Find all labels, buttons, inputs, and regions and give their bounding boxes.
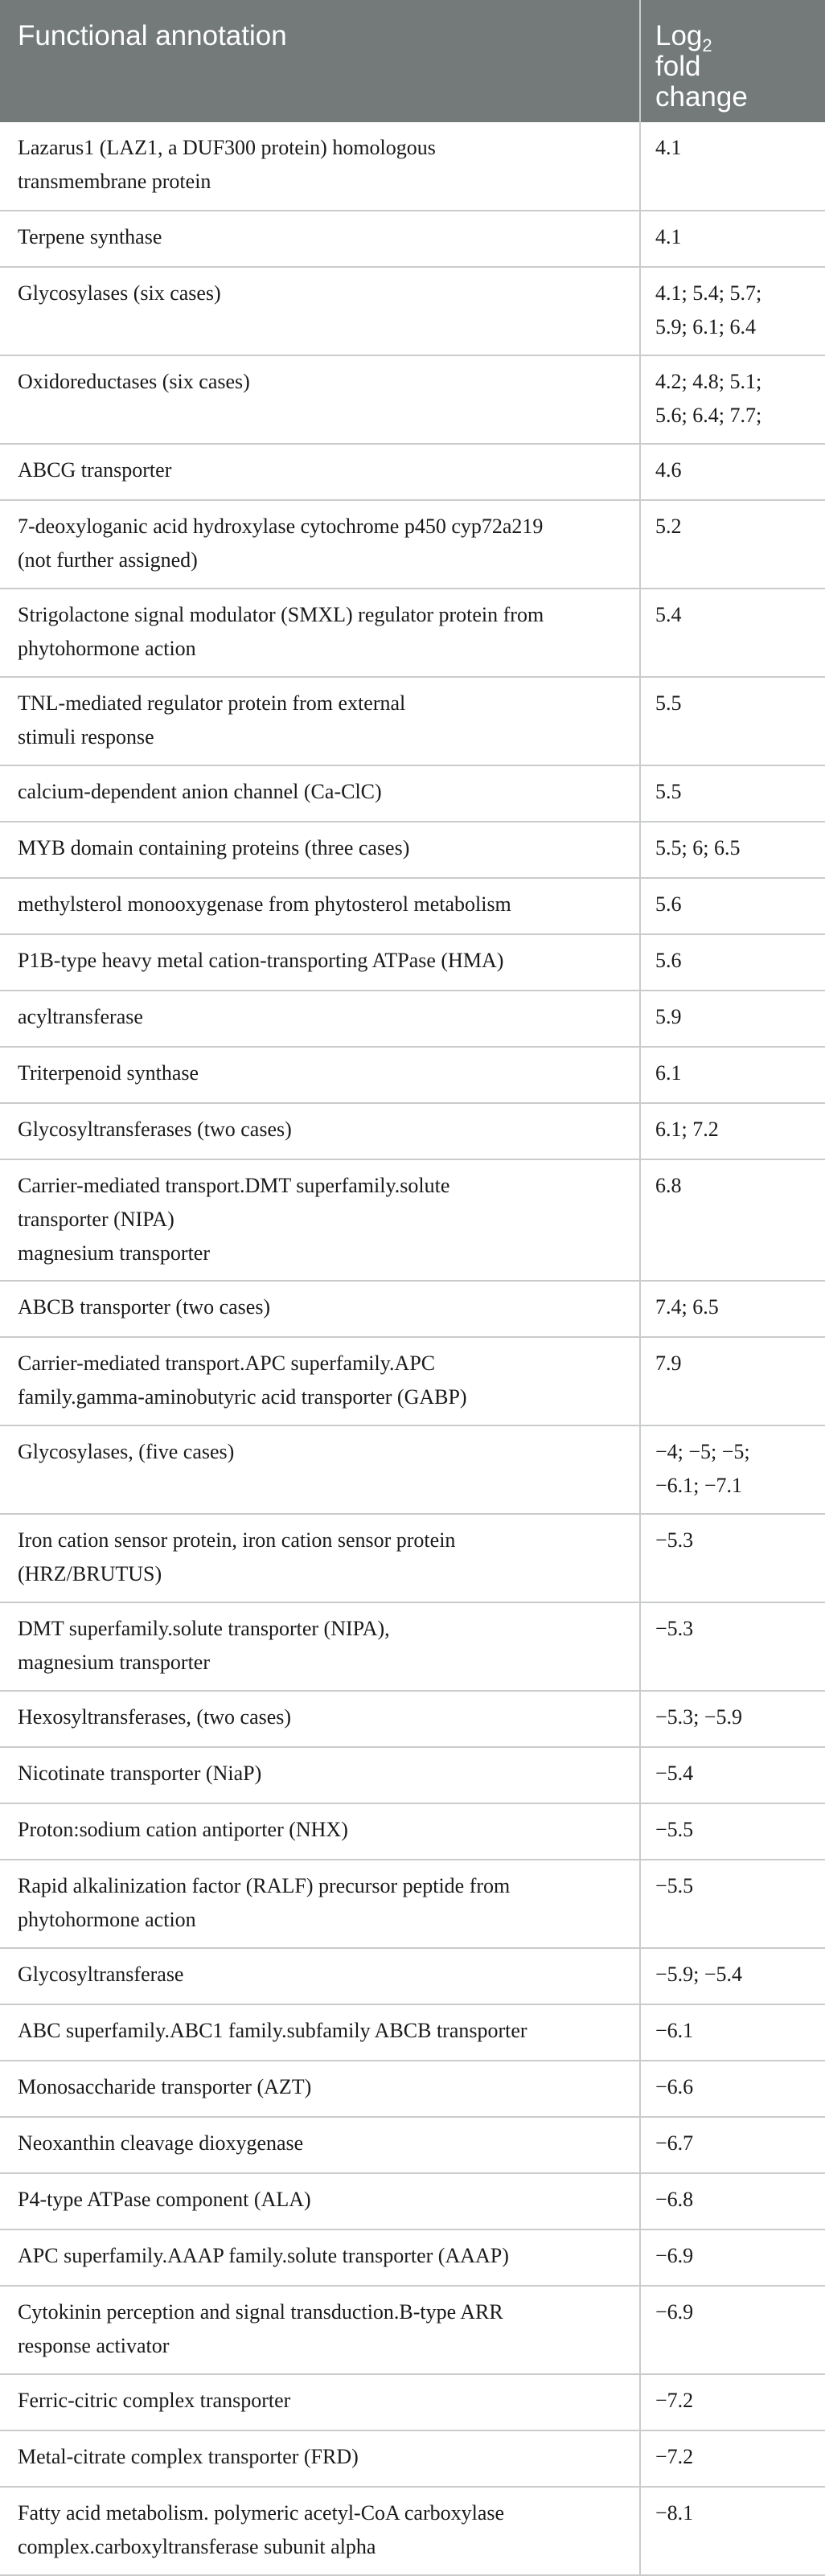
cell-log2-fold-change [640, 2061, 825, 2117]
header-fold: fold [655, 51, 701, 82]
table-row [0, 2117, 825, 2173]
annotation-line: Metal-citrate complex transporter (FRD) [18, 2445, 359, 2468]
value-line: 4.1 [655, 136, 682, 159]
cell-functional-annotation [0, 1948, 640, 2004]
table-row [0, 267, 825, 355]
annotation-line: magnesium transporter [18, 1651, 210, 1674]
table-row [0, 1691, 825, 1747]
cell-functional-annotation [0, 267, 640, 355]
cell-functional-annotation [0, 934, 640, 991]
cell-log2-fold-change [640, 677, 825, 765]
annotation-line: ABC superfamily.ABC1 family.subfamily ABCB transporter [18, 2019, 527, 2042]
value-line: −6.9 [655, 2300, 694, 2324]
table-row [0, 2004, 825, 2061]
annotation-line: (not further assigned) [18, 548, 198, 572]
cell-functional-annotation [0, 122, 640, 211]
table-row [0, 1803, 825, 1860]
value-line: −6.9 [655, 2244, 694, 2267]
table-row [0, 589, 825, 677]
table-row [0, 1860, 825, 1948]
annotation-line: acyltransferase [18, 1005, 143, 1028]
table-row [0, 355, 825, 444]
value-line: −5.4 [655, 1762, 694, 1785]
header-log2-fold-change [640, 0, 825, 122]
cell-log2-fold-change [640, 878, 825, 934]
cell-functional-annotation [0, 1803, 640, 1860]
cell-log2-fold-change [640, 122, 825, 211]
table-row [0, 677, 825, 765]
cell-log2-fold-change [640, 2286, 825, 2374]
cell-functional-annotation [0, 2374, 640, 2430]
value-line: −6.7 [655, 2131, 694, 2155]
cell-functional-annotation [0, 765, 640, 822]
annotation-line: magnesium transporter [18, 1241, 210, 1265]
header-functional-annotation: Functional annotation [0, 0, 640, 122]
value-line: −6.6 [655, 2075, 694, 2098]
value-line: −5.5 [655, 1874, 694, 1897]
cell-log2-fold-change [640, 2374, 825, 2430]
cell-log2-fold-change [640, 1691, 825, 1747]
annotation-line: Triterpenoid synthase [18, 1061, 199, 1085]
table-row [0, 1337, 825, 1425]
cell-log2-fold-change [640, 267, 825, 355]
cell-functional-annotation [0, 2487, 640, 2575]
annotation-line: calcium-dependent anion channel (Ca-ClC) [18, 780, 382, 803]
cell-functional-annotation [0, 1747, 640, 1803]
value-line: 5.9 [655, 1005, 682, 1028]
annotation-line: Nicotinate transporter (NiaP) [18, 1762, 262, 1785]
annotation-line: ABCG transporter [18, 458, 172, 482]
annotation-line: Oxidoreductases (six cases) [18, 370, 250, 393]
annotation-line: 7-deoxyloganic acid hydroxylase cytochrome p450 cyp72a219 [18, 515, 544, 538]
annotation-line: P4-type ATPase component (ALA) [18, 2188, 311, 2211]
cell-log2-fold-change [640, 589, 825, 677]
table-row [0, 122, 825, 211]
annotation-line: Ferric-citric complex transporter [18, 2389, 291, 2412]
cell-log2-fold-change [640, 2430, 825, 2487]
cell-functional-annotation [0, 444, 640, 500]
value-line: 5.6 [655, 949, 682, 972]
value-line: −5.5 [655, 1818, 694, 1841]
annotation-line: complex.carboxyltransferase subunit alpha [18, 2535, 376, 2558]
annotation-line: Glycosyltransferase [18, 1963, 184, 1986]
cell-log2-fold-change [640, 1514, 825, 1602]
cell-log2-fold-change [640, 822, 825, 878]
value-line: 6.1 [655, 1061, 682, 1085]
cell-log2-fold-change [640, 1159, 825, 1281]
annotation-line: Glycosylases, (five cases) [18, 1440, 235, 1463]
annotation-line: Lazarus1 (LAZ1, a DUF300 protein) homologous [18, 136, 436, 159]
value-line: 4.2; 4.8; 5.1; [655, 370, 762, 393]
cell-log2-fold-change [640, 2004, 825, 2061]
annotation-line: Carrier-mediated transport.APC superfamily.APC [18, 1352, 436, 1375]
table-row [0, 1514, 825, 1602]
cell-functional-annotation [0, 2430, 640, 2487]
annotation-line: Strigolactone signal modulator (SMXL) regulator protein from [18, 603, 544, 626]
table-row [0, 1948, 825, 2004]
cell-log2-fold-change [640, 1860, 825, 1948]
value-line: 6.1; 7.2 [655, 1118, 719, 1141]
annotation-line: Rapid alkalinization factor (RALF) precursor peptide from [18, 1874, 511, 1897]
table-row [0, 211, 825, 267]
annotation-line: stimuli response [18, 725, 154, 749]
annotation-line: phytohormone action [18, 1908, 196, 1931]
value-line: 4.1; 5.4; 5.7; [655, 281, 762, 305]
annotation-line: transmembrane protein [18, 170, 211, 193]
cell-log2-fold-change [640, 444, 825, 500]
cell-functional-annotation [0, 2061, 640, 2117]
table-row [0, 2487, 825, 2575]
cell-functional-annotation [0, 2117, 640, 2173]
cell-log2-fold-change [640, 1103, 825, 1159]
table-row [0, 1281, 825, 1337]
cell-functional-annotation [0, 1860, 640, 1948]
annotation-line: Fatty acid metabolism. polymeric acetyl-CoA carboxylase [18, 2501, 505, 2525]
value-line: −7.2 [655, 2445, 694, 2468]
value-line: 5.5; 6; 6.5 [655, 836, 741, 859]
annotation-line: ABCB transporter (two cases) [18, 1295, 271, 1319]
value-line: −7.2 [655, 2389, 694, 2412]
header-row [0, 0, 825, 122]
value-line: 7.9 [655, 1352, 682, 1375]
annotation-line: methylsterol monooxygenase from phytosterol metabolism [18, 892, 511, 916]
value-line: 6.8 [655, 1174, 682, 1197]
table-row [0, 2374, 825, 2430]
cell-functional-annotation [0, 1047, 640, 1103]
header-log-prefix: Log [655, 20, 703, 51]
annotation-line: TNL-mediated regulator protein from external [18, 691, 406, 715]
value-line: −5.9; −5.4 [655, 1963, 743, 1986]
annotation-line: DMT superfamily.solute transporter (NIPA), [18, 1617, 390, 1640]
cell-log2-fold-change [640, 2173, 825, 2229]
value-line: 5.2 [655, 515, 682, 538]
annotation-line: (HRZ/BRUTUS) [18, 1562, 162, 1585]
cell-functional-annotation [0, 991, 640, 1047]
cell-functional-annotation [0, 211, 640, 267]
table-row [0, 934, 825, 991]
table-row [0, 1047, 825, 1103]
value-line: −6.1 [655, 2019, 694, 2042]
table-row [0, 2061, 825, 2117]
table-row [0, 765, 825, 822]
annotation-line: Monosaccharide transporter (AZT) [18, 2075, 312, 2098]
cell-log2-fold-change [640, 1747, 825, 1803]
table-row [0, 500, 825, 589]
table-row [0, 878, 825, 934]
cell-log2-fold-change [640, 500, 825, 589]
value-line: −4; −5; −5; [655, 1440, 750, 1463]
table-row [0, 1747, 825, 1803]
annotation-line: Cytokinin perception and signal transduction.B-type ARR [18, 2300, 503, 2324]
annotation-line: P1B-type heavy metal cation-transporting ATPase (HMA) [18, 949, 504, 972]
value-line: −5.3 [655, 1617, 694, 1640]
value-line: 7.4; 6.5 [655, 1295, 719, 1319]
table-row [0, 1103, 825, 1159]
cell-log2-fold-change [640, 1602, 825, 1691]
cell-log2-fold-change [640, 1281, 825, 1337]
value-line: 5.5 [655, 691, 682, 715]
cell-functional-annotation [0, 1691, 640, 1747]
annotation-line: transporter (NIPA) [18, 1208, 174, 1231]
cell-functional-annotation [0, 2286, 640, 2374]
value-line: 5.6; 6.4; 7.7; [655, 404, 762, 427]
cell-functional-annotation [0, 677, 640, 765]
value-line: 5.5 [655, 780, 682, 803]
cell-functional-annotation [0, 1337, 640, 1425]
annotation-line: APC superfamily.AAAP family.solute transporter (AAAP) [18, 2244, 509, 2267]
header-log-subscript: 2 [702, 35, 712, 55]
value-line: −6.8 [655, 2188, 694, 2211]
annotation-line: Glycosyltransferases (two cases) [18, 1118, 292, 1141]
table-row [0, 1159, 825, 1281]
table-body [0, 122, 825, 2575]
cell-log2-fold-change [640, 355, 825, 444]
table-row [0, 2286, 825, 2374]
annotation-line: Carrier-mediated transport.DMT superfamily.solute [18, 1174, 450, 1197]
annotation-line: MYB domain containing proteins (three cases) [18, 836, 410, 859]
cell-functional-annotation [0, 1159, 640, 1281]
cell-log2-fold-change [640, 1803, 825, 1860]
value-line: 4.1 [655, 225, 682, 248]
cell-functional-annotation [0, 2173, 640, 2229]
annotation-line: family.gamma-aminobutyric acid transporter (GABP) [18, 1385, 467, 1409]
value-line: 4.6 [655, 458, 682, 482]
table-row [0, 822, 825, 878]
cell-log2-fold-change [640, 2229, 825, 2286]
cell-functional-annotation [0, 878, 640, 934]
value-line: 5.9; 6.1; 6.4 [655, 315, 756, 338]
value-line: 5.4 [655, 603, 682, 626]
cell-functional-annotation [0, 822, 640, 878]
cell-functional-annotation [0, 1425, 640, 1514]
table-row [0, 2173, 825, 2229]
cell-log2-fold-change [640, 1047, 825, 1103]
annotation-line: phytohormone action [18, 637, 196, 660]
cell-functional-annotation [0, 500, 640, 589]
table-row [0, 1425, 825, 1514]
table-row [0, 1602, 825, 1691]
cell-functional-annotation [0, 589, 640, 677]
cell-functional-annotation [0, 2004, 640, 2061]
cell-log2-fold-change [640, 2487, 825, 2575]
cell-log2-fold-change [640, 991, 825, 1047]
cell-functional-annotation [0, 1602, 640, 1691]
cell-log2-fold-change [640, 211, 825, 267]
cell-functional-annotation [0, 2229, 640, 2286]
header-change: change [655, 81, 748, 113]
cell-log2-fold-change [640, 1425, 825, 1514]
cell-log2-fold-change [640, 934, 825, 991]
table-row [0, 2430, 825, 2487]
table-row [0, 444, 825, 500]
cell-functional-annotation [0, 1514, 640, 1602]
cell-log2-fold-change [640, 1948, 825, 2004]
annotation-line: Glycosylases (six cases) [18, 281, 221, 305]
annotation-line: Neoxanthin cleavage dioxygenase [18, 2131, 304, 2155]
cell-functional-annotation [0, 1281, 640, 1337]
annotation-line: Terpene synthase [18, 225, 162, 248]
table-header [0, 0, 825, 122]
value-line: −5.3; −5.9 [655, 1705, 743, 1729]
value-line: −6.1; −7.1 [655, 1474, 743, 1497]
annotation-line: response activator [18, 2334, 170, 2357]
annotation-line: Hexosyltransferases, (two cases) [18, 1705, 292, 1729]
annotation-line: Iron cation sensor protein, iron cation sensor protein [18, 1528, 456, 1552]
cell-functional-annotation [0, 355, 640, 444]
cell-log2-fold-change [640, 765, 825, 822]
table-row [0, 2229, 825, 2286]
annotation-line: Proton:sodium cation antiporter (NHX) [18, 1818, 348, 1841]
table-row [0, 991, 825, 1047]
value-line: −8.1 [655, 2501, 694, 2525]
cell-log2-fold-change [640, 2117, 825, 2173]
cell-functional-annotation [0, 1103, 640, 1159]
value-line: 5.6 [655, 892, 682, 916]
cell-log2-fold-change [640, 1337, 825, 1425]
value-line: −5.3 [655, 1528, 694, 1552]
